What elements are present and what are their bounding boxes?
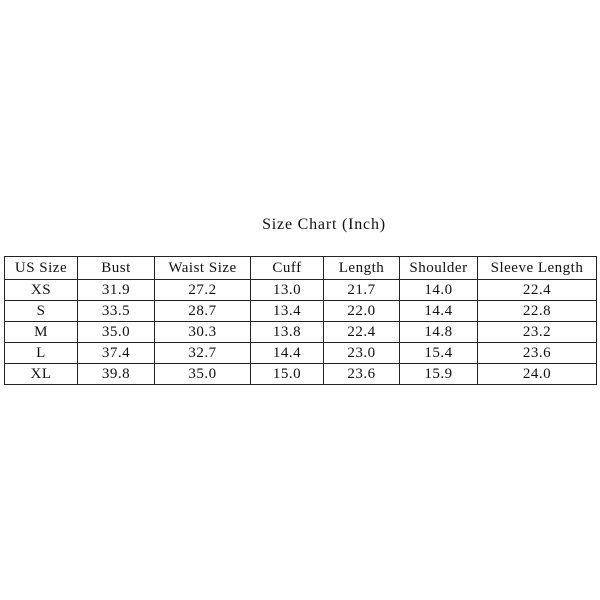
cell-length: 23.6 xyxy=(324,364,400,385)
cell-sleeve-length: 24.0 xyxy=(478,364,597,385)
size-chart-table xyxy=(4,256,597,385)
cell-cuff: 13.8 xyxy=(251,322,324,343)
cell-length: 22.0 xyxy=(324,301,400,322)
cell-sleeve-length: 22.4 xyxy=(478,280,597,301)
cell-size: XL xyxy=(5,364,78,385)
cell-size: S xyxy=(5,301,78,322)
cell-sleeve-length: 23.6 xyxy=(478,343,597,364)
cell-shoulder: 15.9 xyxy=(400,364,478,385)
cell-cuff: 13.4 xyxy=(251,301,324,322)
cell-size: L xyxy=(5,343,78,364)
table-row xyxy=(5,364,597,385)
cell-shoulder: 14.8 xyxy=(400,322,478,343)
cell-waist-size: 35.0 xyxy=(155,364,251,385)
header-length: Length xyxy=(324,257,400,280)
cell-bust: 33.5 xyxy=(78,301,155,322)
cell-size: M xyxy=(5,322,78,343)
cell-waist-size: 32.7 xyxy=(155,343,251,364)
header-sleeve-length: Sleeve Length xyxy=(478,257,597,280)
cell-shoulder: 14.0 xyxy=(400,280,478,301)
table-header-row xyxy=(5,257,597,280)
cell-waist-size: 28.7 xyxy=(155,301,251,322)
cell-length: 21.7 xyxy=(324,280,400,301)
table-row xyxy=(5,343,597,364)
header-waist-size: Waist Size xyxy=(155,257,251,280)
cell-bust: 31.9 xyxy=(78,280,155,301)
cell-shoulder: 14.4 xyxy=(400,301,478,322)
table-row xyxy=(5,322,597,343)
cell-bust: 39.8 xyxy=(78,364,155,385)
cell-bust: 35.0 xyxy=(78,322,155,343)
header-shoulder: Shoulder xyxy=(400,257,478,280)
table-row xyxy=(5,280,597,301)
cell-cuff: 13.0 xyxy=(251,280,324,301)
cell-sleeve-length: 23.2 xyxy=(478,322,597,343)
header-cuff: Cuff xyxy=(251,257,324,280)
cell-length: 23.0 xyxy=(324,343,400,364)
table-row xyxy=(5,301,597,322)
size-chart-title: Size Chart (Inch) xyxy=(262,216,386,233)
cell-size: XS xyxy=(5,280,78,301)
cell-cuff: 15.0 xyxy=(251,364,324,385)
cell-shoulder: 15.4 xyxy=(400,343,478,364)
cell-sleeve-length: 22.8 xyxy=(478,301,597,322)
cell-waist-size: 30.3 xyxy=(155,322,251,343)
cell-length: 22.4 xyxy=(324,322,400,343)
cell-waist-size: 27.2 xyxy=(155,280,251,301)
cell-cuff: 14.4 xyxy=(251,343,324,364)
cell-bust: 37.4 xyxy=(78,343,155,364)
header-bust: Bust xyxy=(78,257,155,280)
header-us-size: US Size xyxy=(5,257,78,280)
